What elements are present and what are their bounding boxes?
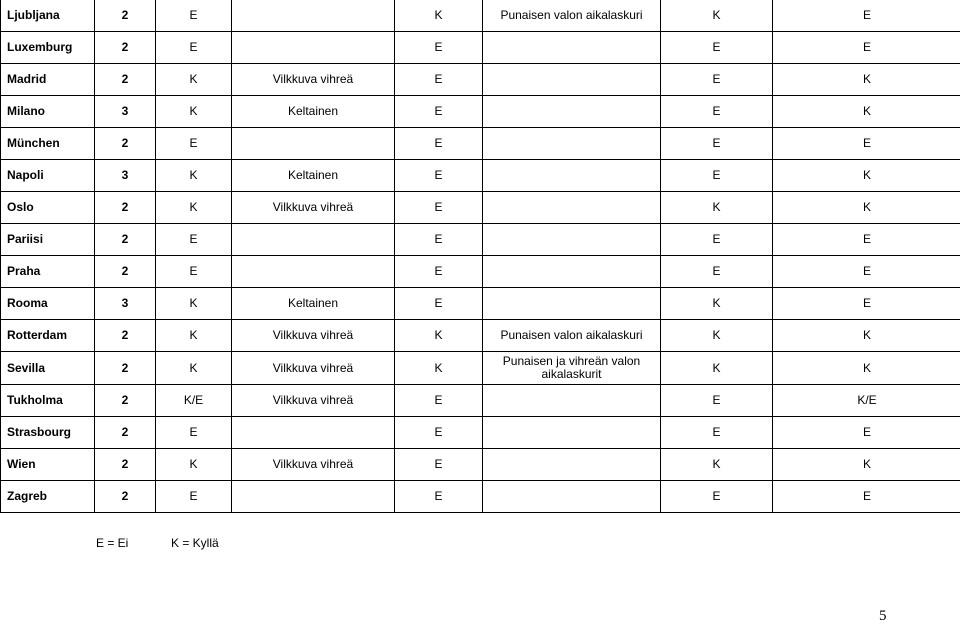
table-cell: E [661,385,773,417]
table-cell: E [156,481,232,513]
table-cell: K [661,449,773,481]
number-cell: 2 [95,128,156,160]
table-row [1,32,960,64]
table-cell [483,192,661,224]
city-cell: Strasbourg [1,417,95,449]
table-cell: E [773,256,960,288]
table-cell: E [156,32,232,64]
table-cell: K [156,352,232,385]
table-cell: K [773,96,960,128]
table-cell: E [773,481,960,513]
table-row [1,385,960,417]
table-cell [483,224,661,256]
number-cell: 2 [95,320,156,352]
table-cell: K [156,449,232,481]
table-cell: E [395,288,483,320]
table-cell: E [773,288,960,320]
table-cell: K [395,352,483,385]
table-cell: K [773,449,960,481]
table-cell: Vilkkuva vihreä [232,352,395,385]
number-cell: 2 [95,481,156,513]
table-cell: Vilkkuva vihreä [232,64,395,96]
table-cell: E [661,256,773,288]
table-row [1,288,960,320]
number-cell: 3 [95,288,156,320]
city-cell: Tukholma [1,385,95,417]
table-cell [483,128,661,160]
table-cell: E [773,0,960,32]
number-cell: 2 [95,64,156,96]
table-cell: K [773,160,960,192]
table-cell: K [773,320,960,352]
table-cell: K [661,192,773,224]
table-cell: K/E [773,385,960,417]
table-cell: E [661,160,773,192]
table-row [1,417,960,449]
table-cell: E [395,64,483,96]
table-cell [483,417,661,449]
table-row [1,320,960,352]
table-cell: E [156,0,232,32]
table-row [1,256,960,288]
table-cell: K [395,0,483,32]
table-cell: E [773,417,960,449]
table-cell: K [156,320,232,352]
table-cell: E [395,160,483,192]
table-cell: Keltainen [232,288,395,320]
city-cell: Sevilla [1,352,95,385]
table-cell [483,96,661,128]
table-cell: E [661,128,773,160]
table-cell [232,224,395,256]
table-cell: Vilkkuva vihreä [232,320,395,352]
table-cell: E [661,96,773,128]
table-cell: K [156,288,232,320]
table-cell: K [661,288,773,320]
city-cell: Rooma [1,288,95,320]
table-cell [232,0,395,32]
table-row [1,128,960,160]
table-cell: K [395,320,483,352]
number-cell: 2 [95,192,156,224]
table-row [1,160,960,192]
number-cell: 2 [95,417,156,449]
table-cell [483,160,661,192]
city-cell: Napoli [1,160,95,192]
table-cell: Vilkkuva vihreä [232,385,395,417]
number-cell: 2 [95,352,156,385]
table-row [1,224,960,256]
table-cell [483,256,661,288]
number-cell: 2 [95,449,156,481]
table-cell: Punaisen ja vihreän valon aikalaskurit [483,352,661,385]
table-cell: K [773,64,960,96]
table-cell: E [395,96,483,128]
table-cell: Punaisen valon aikalaskuri [483,320,661,352]
table-cell [483,288,661,320]
table-cell [232,256,395,288]
table-cell: K [156,192,232,224]
table-cell: E [395,256,483,288]
number-cell: 2 [95,0,156,32]
table-cell [483,385,661,417]
table-cell: K [661,0,773,32]
table-cell [232,32,395,64]
number-cell: 3 [95,160,156,192]
city-cell: Oslo [1,192,95,224]
table-cell: K [156,160,232,192]
table-cell [232,128,395,160]
table-cell: E [156,224,232,256]
table-cell [483,449,661,481]
table-cell: Punaisen valon aikalaskuri [483,0,661,32]
legend-e: E = Ei [96,536,129,550]
table-cell: E [661,481,773,513]
table-cell: E [156,128,232,160]
table-row [1,192,960,224]
table-cell: Keltainen [232,160,395,192]
table-cell: K [156,96,232,128]
table-cell: K [156,64,232,96]
city-cell: Wien [1,449,95,481]
table-cell: E [156,417,232,449]
table-cell [483,64,661,96]
city-cell: Luxemburg [1,32,95,64]
table-row [1,0,960,32]
table-cell: Vilkkuva vihreä [232,192,395,224]
table-cell [232,417,395,449]
table-cell: K [661,320,773,352]
city-cell: München [1,128,95,160]
table-cell [483,32,661,64]
table-cell: E [395,224,483,256]
page-number: 5 [879,608,887,624]
table-cell: E [395,385,483,417]
city-cell: Ljubljana [1,0,95,32]
city-cell: Praha [1,256,95,288]
table-cell: E [395,449,483,481]
city-cell: Rotterdam [1,320,95,352]
table-cell: E [661,32,773,64]
number-cell: 2 [95,32,156,64]
table-cell: Vilkkuva vihreä [232,449,395,481]
number-cell: 2 [95,224,156,256]
number-cell: 2 [95,385,156,417]
city-cell: Milano [1,96,95,128]
table-cell [483,481,661,513]
table-cell: Keltainen [232,96,395,128]
table-cell: E [395,192,483,224]
table-cell: E [773,32,960,64]
table-cell: E [661,224,773,256]
table-cell: K [661,352,773,385]
table-cell: E [395,481,483,513]
table-row [1,352,960,385]
table-row [1,64,960,96]
table-cell: E [661,417,773,449]
table-cell: E [395,32,483,64]
table-cell: E [156,256,232,288]
legend-k: K = Kyllä [171,536,219,550]
table-cell: K/E [156,385,232,417]
number-cell: 2 [95,256,156,288]
table-cell: K [773,192,960,224]
table-row [1,96,960,128]
city-cell: Zagreb [1,481,95,513]
city-cell: Pariisi [1,224,95,256]
table-cell: E [773,224,960,256]
table-cell: K [773,352,960,385]
table-cell: E [395,128,483,160]
table-cell: E [395,417,483,449]
table-row [1,481,960,513]
table-cell: E [661,64,773,96]
table-cell: E [773,128,960,160]
table-cell [232,481,395,513]
city-cell: Madrid [1,64,95,96]
number-cell: 3 [95,96,156,128]
table-row [1,449,960,481]
